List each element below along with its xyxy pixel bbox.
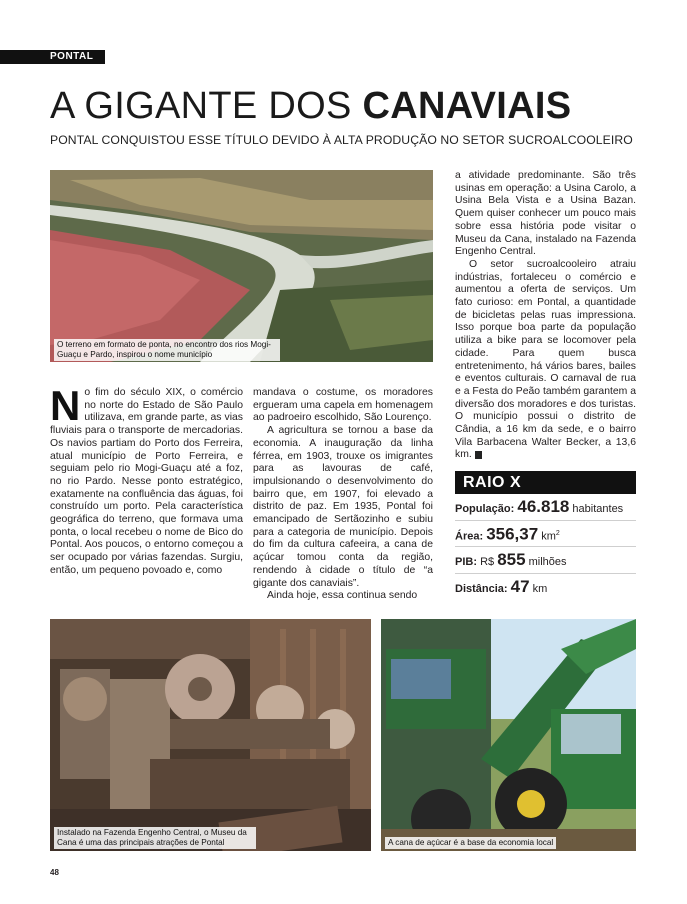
raio-x-pib: PIB: R$ 855 milhões [455, 547, 636, 574]
page-number: 48 [50, 868, 59, 877]
museum-photo [50, 619, 371, 851]
body-column-1 [50, 382, 243, 602]
col3-paragraph-1: a atividade predominante. São três usinas em operação: a Usina Carolo, a Usina Bela Vista e a Usina Bazan. Quem quiser conhecer um pouco mais sobre essa história pode visitar o Museu da Cana, instalado na Fazenda Engenho Central. [455, 170, 636, 258]
col1-text: o fim do século XIX, o comércio no norte do Estado de São Paulo utilizava, em grande parte, as vias fluviais para o transporte de mercadorias. Os navios partiam do Porto dos Ferreira, atual município de Porto Ferreira, e seguiam pelo rio Mogi-Guaçu até a foz, no rio Pardo. Nesse ponto estratégico, exatamente na confluência das águas, foi construído um porto. Pela característica geográfica do terreno, que formava uma ponta, o local recebeu o nome de Bico do Pontal. Aos poucos, o entorno começou a ser ocupado por várias fazendas. Surgiu, então, um pequeno povoado e, como [50, 387, 243, 576]
raio-x-area: Área: 356,37 $km^2$ [455, 521, 636, 548]
col3-paragraph-2: O setor sucroalcooleiro atraiu indústrias, fortaleceu o comércio e aumentou a oferta de serviços. Um fato curioso: em Pontal, a quantidade de bicicletas pelas ruas impressiona. Isso porque boa parte da população utiliza a bike para se locomover pela cidade. Para quem busca entretenimento, há vários bares, bailes e eventos culturais. O carnaval de rua e a Festa do Peão também garantem a diversão dos moradores e dos turistas. O município possui o distrito de Cândia, a 16 km da sede, e o bairro Vila Barbacena Walter Becker, a 13,6 km. [455, 258, 636, 461]
subhead: PONTAL CONQUISTOU ESSE TÍTULO DEVIDO À ALTA PRODUÇÃO NO SETOR SUCROALCOOLEIRO [50, 133, 633, 147]
end-mark-icon [475, 451, 482, 459]
harvest-photo [381, 619, 636, 851]
harvest-photo-caption: A cana de açúcar é a base da economia local [385, 837, 556, 849]
section-tab: PONTAL [0, 50, 105, 64]
body-column-2 [253, 387, 433, 602]
col2-paragraph-3: Ainda hoje, essa continua sendo [267, 590, 418, 602]
headline [50, 84, 571, 128]
raio-x-distancia: Distância: 47 km [455, 576, 548, 596]
body-column-3 [455, 170, 636, 460]
col2-paragraph-2: A agricultura se tornou a base da economia. A inauguração da linha férrea, em 1903, trouxe os imigrantes para as lavouras de café, impulsionando o desenvolvimento do bairro que, em 1907, foi elevado a distrito de paz. Em 1935, Pontal foi emancipado de Sertãozinho e subiu para a categoria de município. Depois do fim da cultura cafeeira, a cana de açúcar tomou conta da região, rendendo à cidade o título de “a gigante dos canaviais”. [253, 425, 433, 589]
headline-light: A GIGANTE DOS [50, 85, 363, 127]
raio-x-populacao: População: 46.818 habitantes [455, 494, 636, 521]
raio-x-box [455, 471, 636, 599]
col2-paragraph-1: mandava o costume, os moradores ergueram uma capela em homenagem ao padroeiro escolhido, São Lourenço. [253, 387, 433, 424]
aerial-photo-caption: O terreno em formato de ponta, no encontro dos rios Mogi-Guaçu e Pardo, inspirou o nome município [54, 339, 280, 361]
raio-x-title: RAIO X [455, 471, 636, 494]
dropcap: N [50, 382, 81, 429]
aerial-photo [50, 170, 433, 362]
headline-bold: CANAVIAIS [362, 85, 572, 127]
museum-photo-caption: Instalado na Fazenda Engenho Central, o Museu da Cana é uma das principais atrações de Pontal [54, 827, 256, 849]
